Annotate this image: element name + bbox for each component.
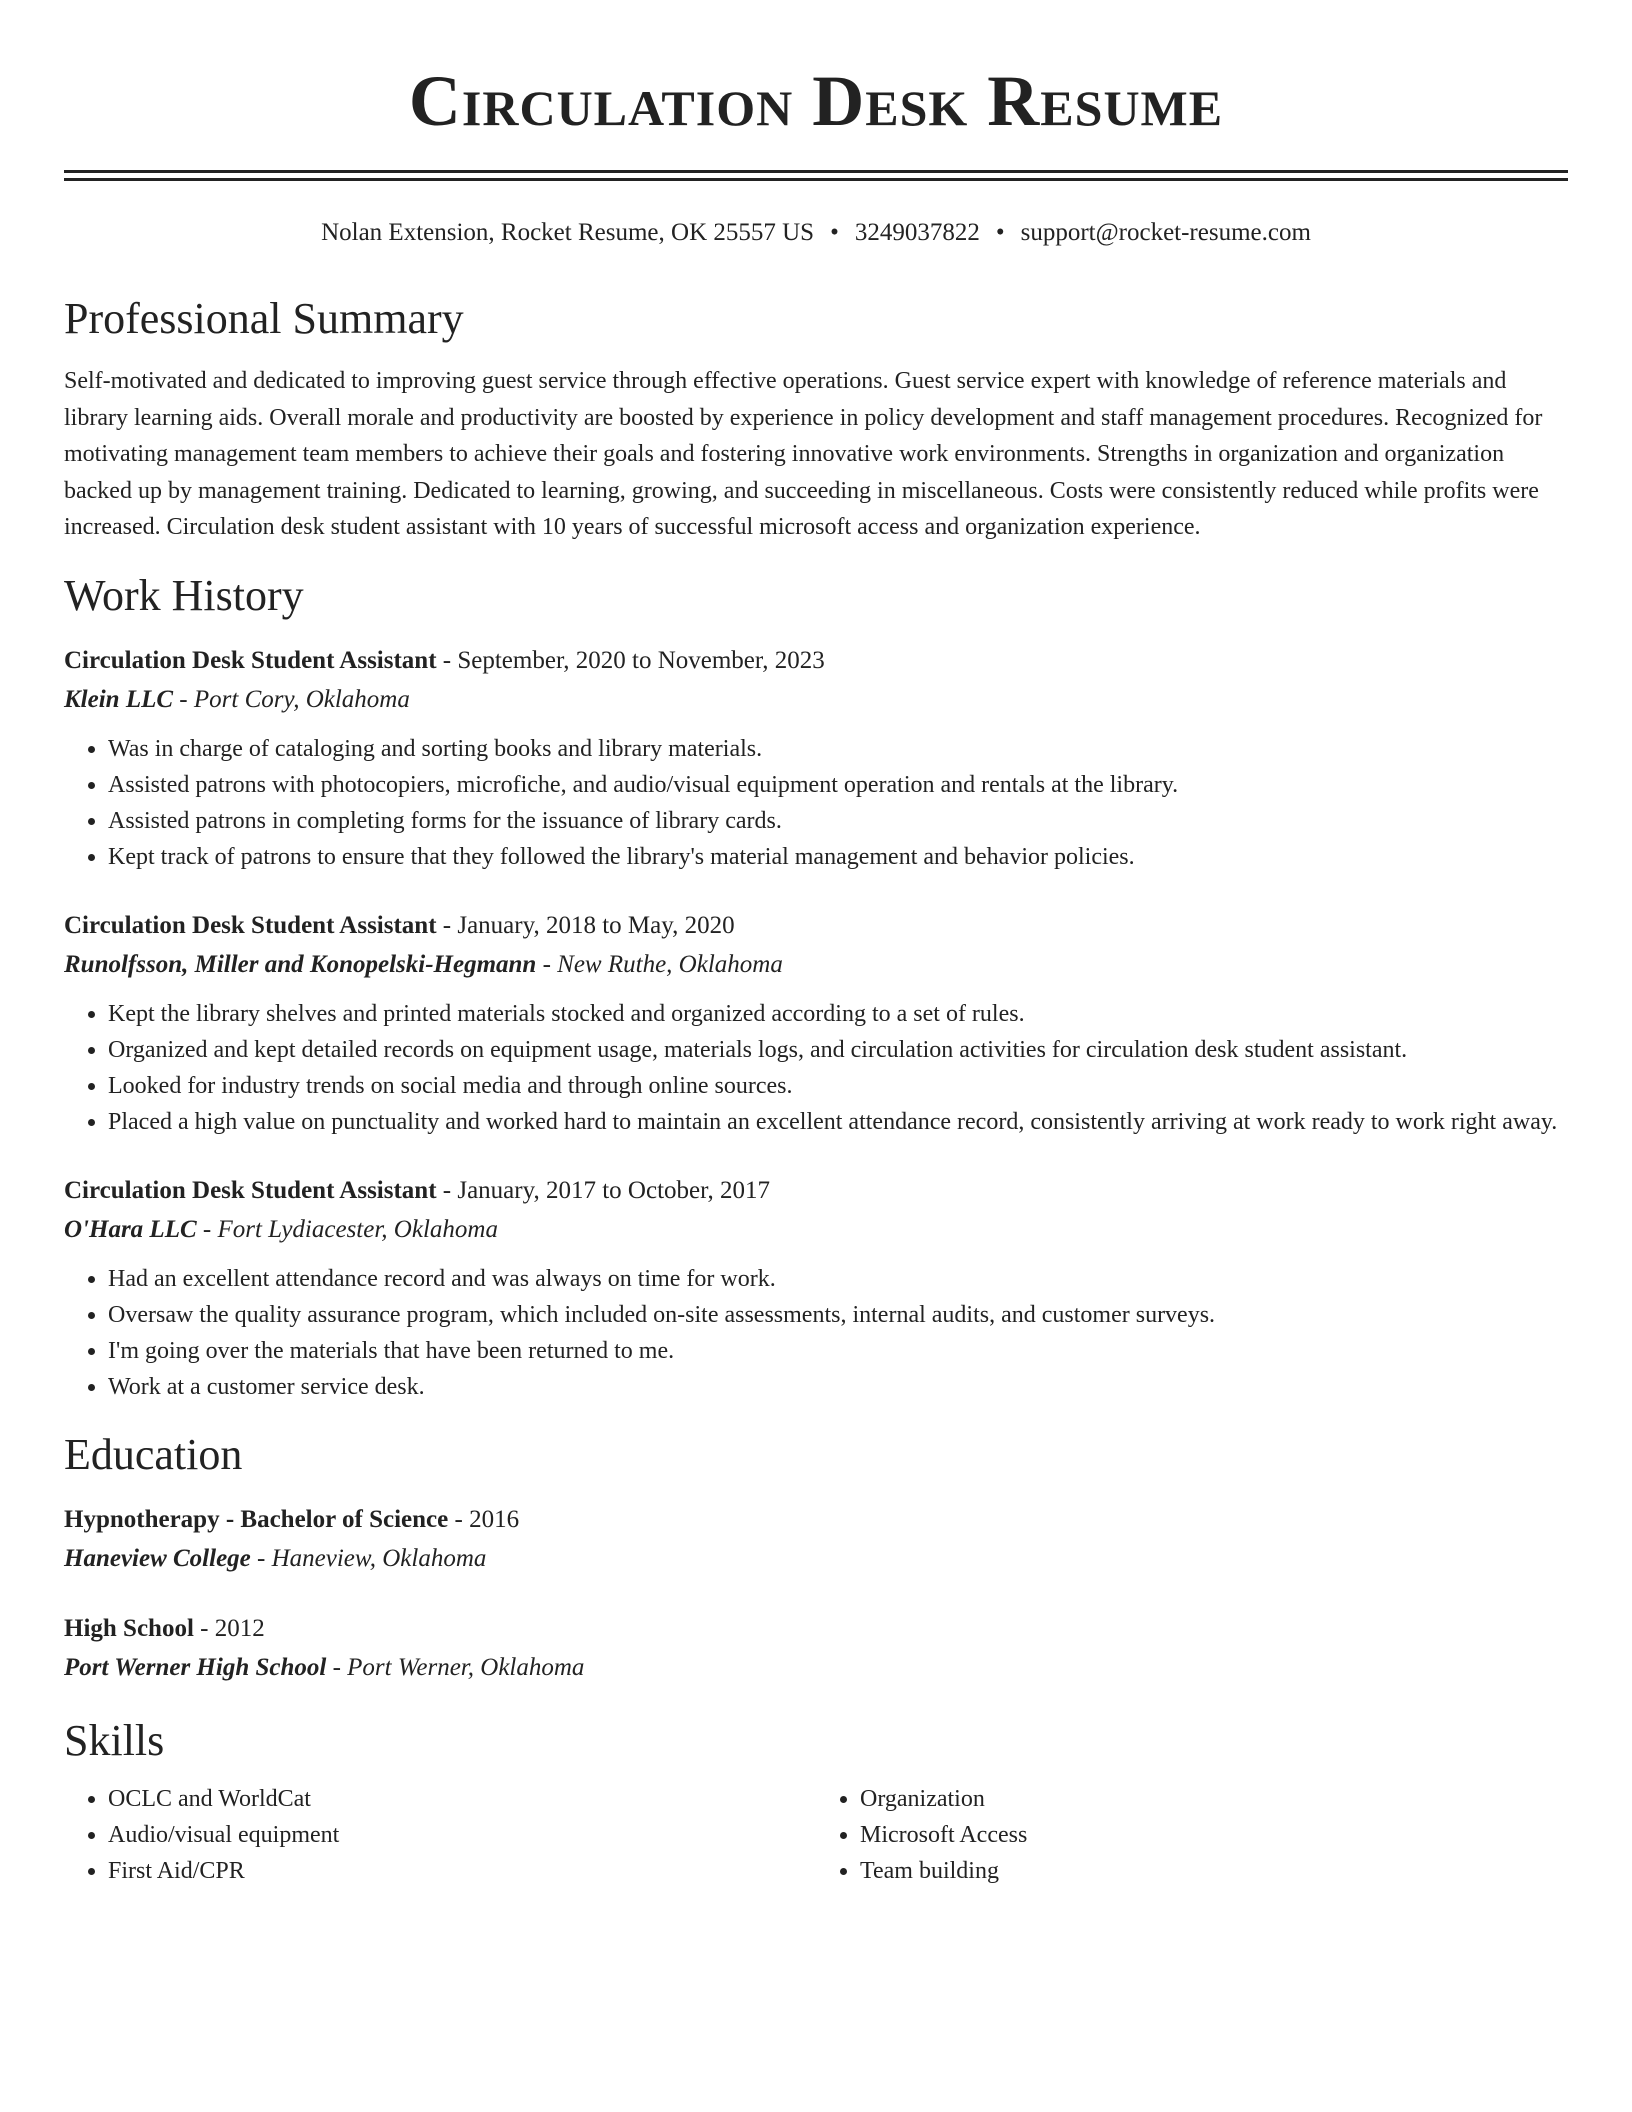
resume-title: Circulation Desk Resume xyxy=(408,61,1224,141)
work-history-heading: Work History xyxy=(64,570,304,620)
dash: - xyxy=(448,1505,470,1533)
degree: Hypnotherapy - Bachelor of Science xyxy=(64,1505,449,1533)
job-dates: January, 2017 to October, 2017 xyxy=(457,1176,770,1204)
job-duty: • I'm going over the materials that have been returned to me. xyxy=(108,1333,1568,1369)
skill-item: • Audio/visual equipment xyxy=(108,1817,816,1853)
job-company: O'Hara LLC xyxy=(64,1215,197,1243)
skills-section xyxy=(64,1715,1568,1889)
job-entry xyxy=(64,642,1568,875)
skills-columns xyxy=(64,1781,1568,1889)
job-company-line xyxy=(64,945,1568,984)
degree: High School xyxy=(64,1614,194,1642)
job-duties-list xyxy=(64,731,1568,875)
skill-item: • Microsoft Access xyxy=(860,1817,1568,1853)
job-entry xyxy=(64,1172,1568,1405)
job-title: Circulation Desk Student Assistant xyxy=(64,1176,437,1204)
job-title-line xyxy=(64,642,1568,680)
education-entry xyxy=(64,1501,1568,1578)
summary-text: Self-motivated and dedicated to improving guest service through effective operations. Guest service expert with knowledge of reference materials and library learning aids. Overall morale and productivity are boosted by experience in policy development and staff management procedures. Recognized for motivating management team members to achieve their goals and fostering innovative work environments. Strengths in organization and organization backed up by management training. Dedicated to learning, growing, and succeeding in miscellaneous. Costs were consistently reduced while profits were increased. Circulation desk student assistant with 10 years of successful microsoft access and organization experience. xyxy=(64,368,1543,540)
job-duty: • Organized and kept detailed records on equipment usage, materials logs, and circulation activities for circulation desk student assistant. xyxy=(108,1032,1568,1068)
job-duties-list xyxy=(64,1261,1568,1405)
job-company: Runolfsson, Miller and Konopelski-Hegmann xyxy=(64,950,537,978)
dash: - xyxy=(436,1176,458,1204)
job-title: Circulation Desk Student Assistant xyxy=(64,911,437,939)
graduation-year: 2012 xyxy=(214,1614,265,1642)
dash: - xyxy=(173,685,194,713)
dash: - xyxy=(436,646,458,674)
dash: - xyxy=(536,950,558,978)
contact-line xyxy=(64,217,1568,249)
degree-line xyxy=(64,1501,1568,1539)
skill-item: • First Aid/CPR xyxy=(108,1853,816,1889)
job-entry xyxy=(64,907,1568,1140)
job-duty: • Was in charge of cataloging and sorting books and library materials. xyxy=(108,731,1568,767)
education-entry xyxy=(64,1610,1568,1687)
contact-separator: • xyxy=(830,219,839,246)
job-location: Fort Lydiacester, Oklahoma xyxy=(217,1215,498,1243)
dash: - xyxy=(196,1215,218,1243)
job-duty: • Work at a customer service desk. xyxy=(108,1369,1568,1405)
job-company-line xyxy=(64,680,1568,719)
dash: - xyxy=(193,1614,215,1642)
job-duty: • Oversaw the quality assurance program, which included on-site assessments, internal audits, and customer surveys. xyxy=(108,1297,1568,1333)
skills-list-left xyxy=(64,1781,816,1889)
skill-item: • Organization xyxy=(860,1781,1568,1817)
job-title: Circulation Desk Student Assistant xyxy=(64,646,437,674)
skills-list-right xyxy=(816,1781,1568,1889)
job-dates: January, 2018 to May, 2020 xyxy=(457,911,735,939)
job-company-line xyxy=(64,1210,1568,1249)
education-heading: Education xyxy=(64,1429,243,1479)
school-name: Haneview College xyxy=(64,1544,251,1572)
contact-phone: 3249037822 xyxy=(854,219,980,246)
job-duty: • Kept track of patrons to ensure that they followed the library's material management and behavior policies. xyxy=(108,839,1568,875)
summary-section xyxy=(64,293,1568,546)
job-location: New Ruthe, Oklahoma xyxy=(557,950,783,978)
job-duty: • Looked for industry trends on social media and through online sources. xyxy=(108,1068,1568,1104)
school-line xyxy=(64,1539,1568,1578)
job-company: Klein LLC xyxy=(64,685,174,713)
job-dates: September, 2020 to November, 2023 xyxy=(457,646,825,674)
job-title-line xyxy=(64,907,1568,945)
school-location: Haneview, Oklahoma xyxy=(271,1544,487,1572)
work-history-section xyxy=(64,570,1568,1405)
job-duty: • Assisted patrons in completing forms for the issuance of library cards. xyxy=(108,803,1568,839)
dash: - xyxy=(436,911,458,939)
job-duty: • Kept the library shelves and printed materials stocked and organized according to a set of rules. xyxy=(108,996,1568,1032)
job-duty: • Assisted patrons with photocopiers, microfiche, and audio/visual equipment operation and rentals at the library. xyxy=(108,767,1568,803)
contact-address: Nolan Extension, Rocket Resume, OK 25557 US xyxy=(321,219,815,246)
contact-email: support@rocket-resume.com xyxy=(1020,219,1311,246)
dash: - xyxy=(326,1653,348,1681)
school-line xyxy=(64,1648,1568,1687)
school-location: Port Werner, Oklahoma xyxy=(347,1653,585,1681)
graduation-year: 2016 xyxy=(469,1505,520,1533)
dash: - xyxy=(250,1544,272,1572)
school-name: Port Werner High School xyxy=(64,1653,327,1681)
skills-heading: Skills xyxy=(64,1715,165,1765)
contact-separator: • xyxy=(995,219,1005,246)
title-double-rule xyxy=(64,170,1568,181)
job-location: Port Cory, Oklahoma xyxy=(193,685,410,713)
job-duties-list xyxy=(64,996,1568,1140)
skill-item: • Team building xyxy=(860,1853,1568,1889)
job-title-line xyxy=(64,1172,1568,1210)
education-section xyxy=(64,1429,1568,1687)
job-duty: • Placed a high value on punctuality and worked hard to maintain an excellent attendance record, consistently arriving at work ready to work right away. xyxy=(108,1104,1568,1140)
summary-heading: Professional Summary xyxy=(64,294,464,343)
degree-line xyxy=(64,1610,1568,1648)
job-duty: • Had an excellent attendance record and was always on time for work. xyxy=(108,1261,1568,1297)
skill-item: • OCLC and WorldCat xyxy=(108,1781,816,1817)
